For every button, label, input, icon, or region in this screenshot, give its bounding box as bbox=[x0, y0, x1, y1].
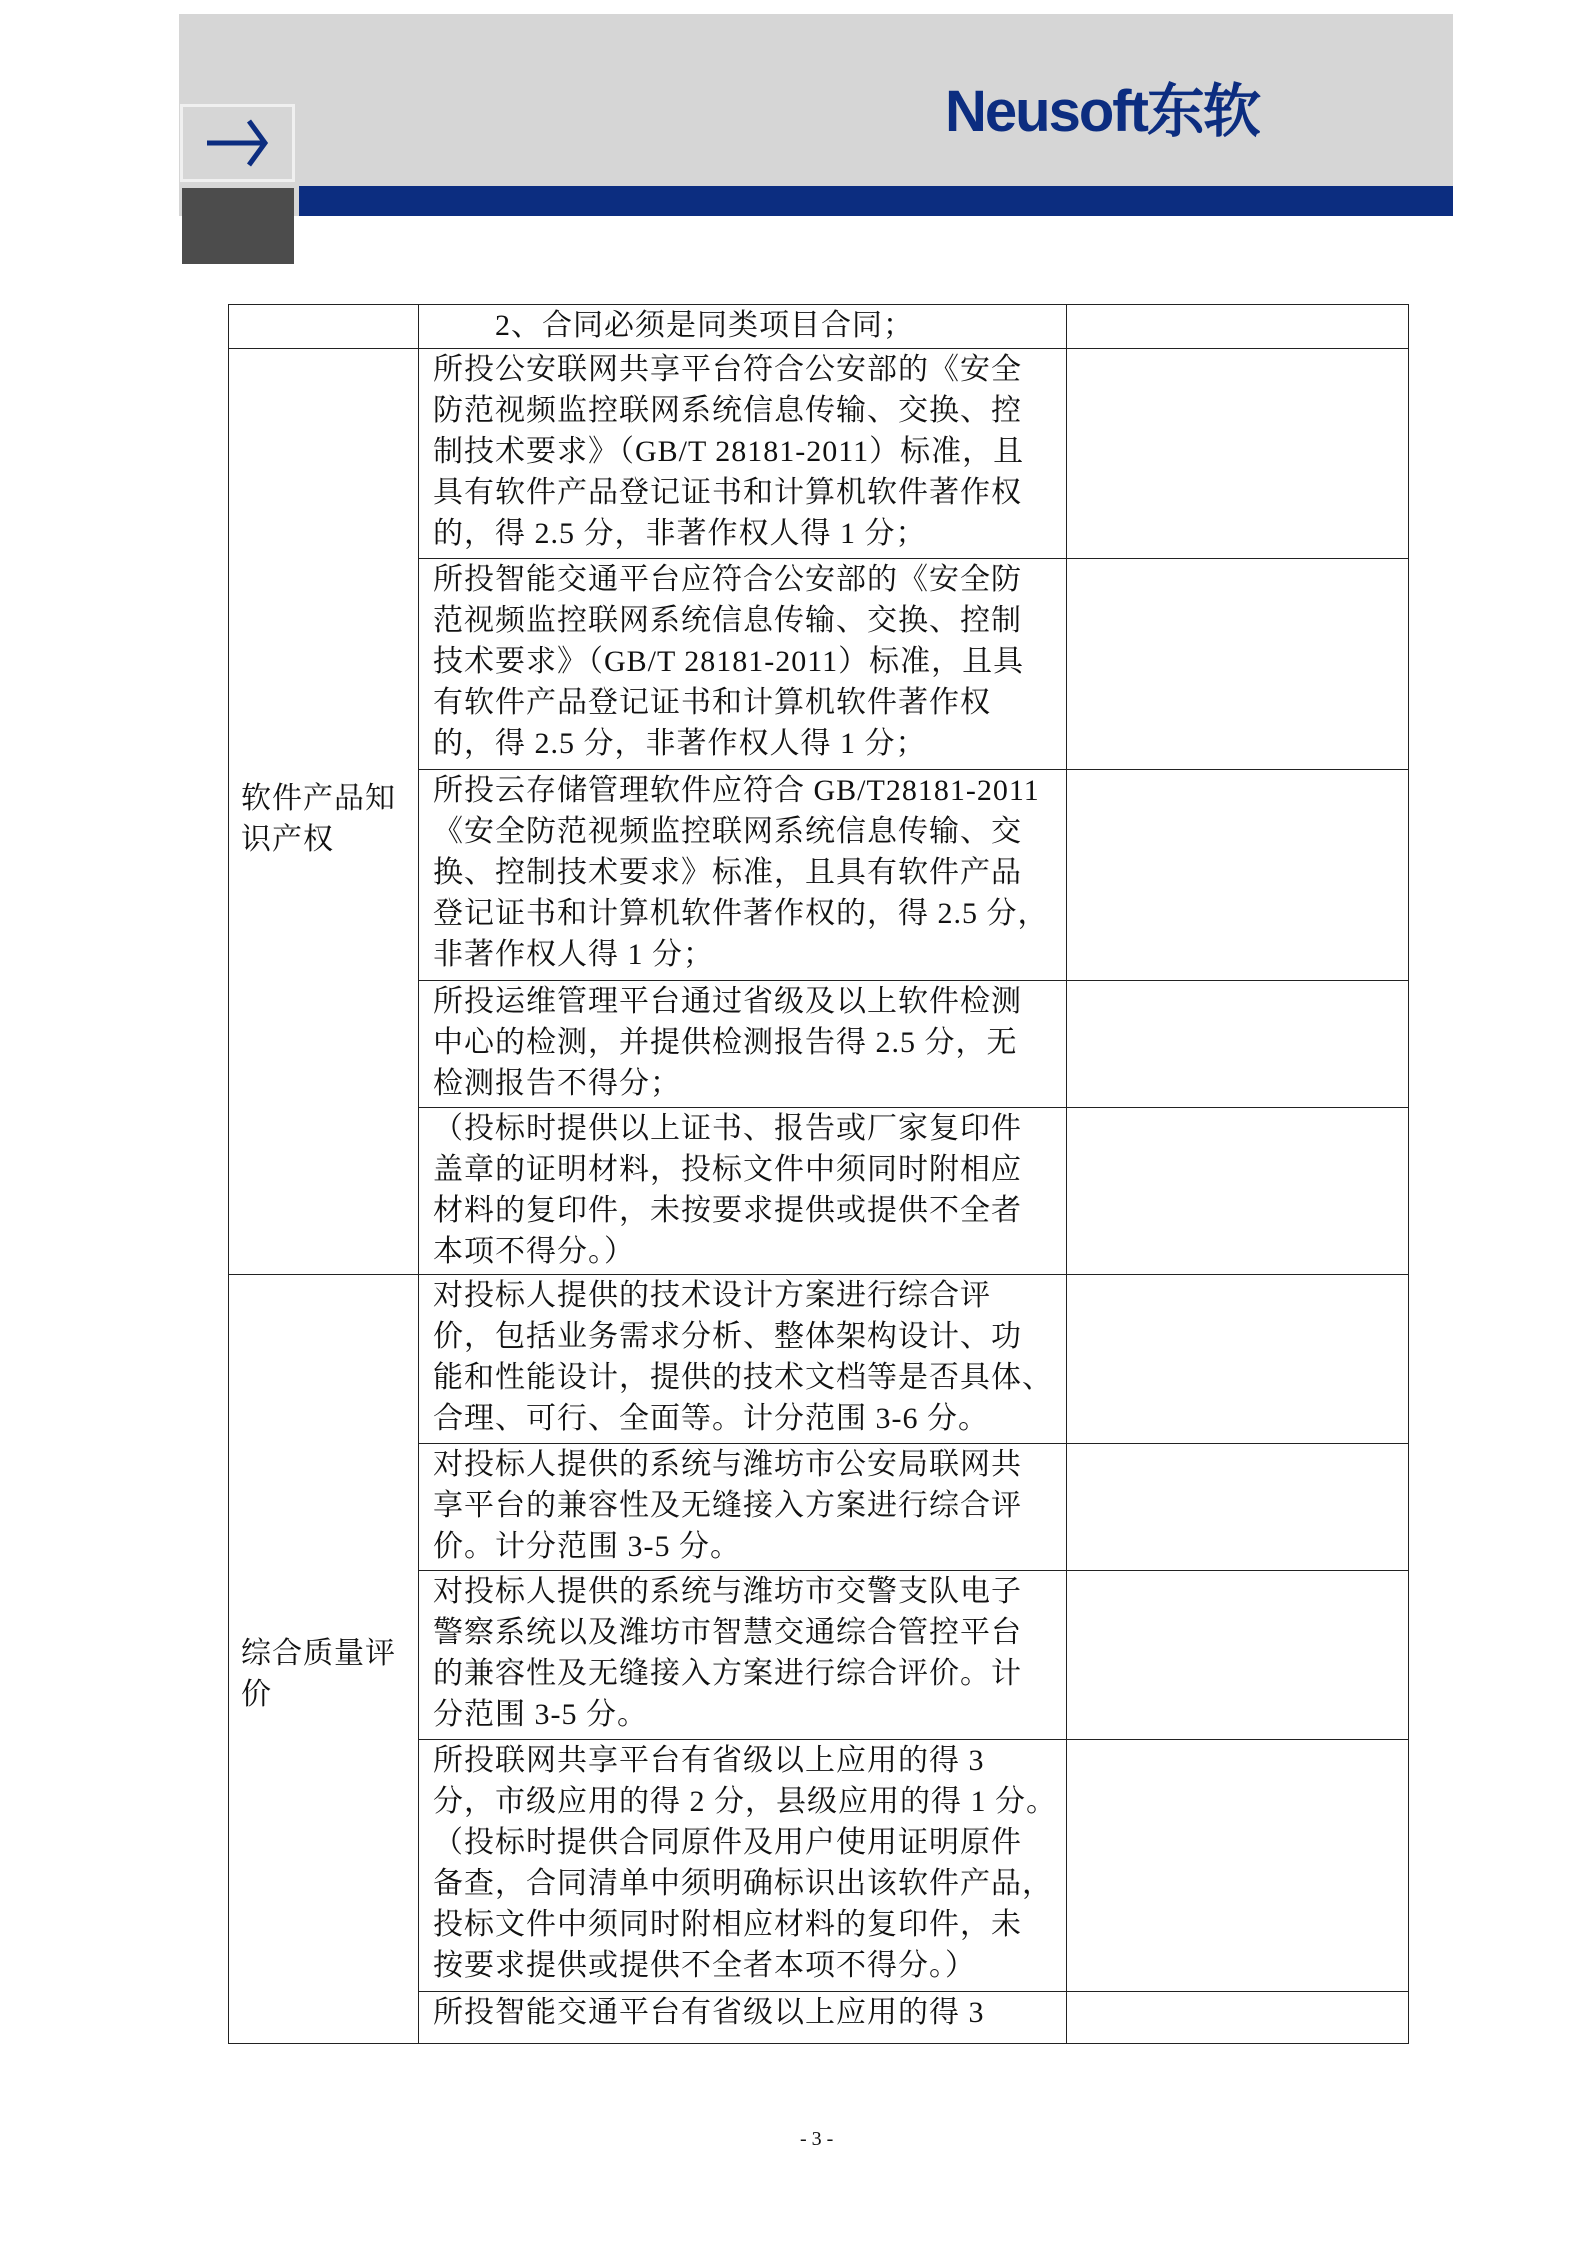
score-cell bbox=[1066, 1570, 1409, 1740]
score-cell bbox=[1066, 348, 1409, 559]
category-cell bbox=[228, 1274, 419, 2044]
neusoft-logo: Neusoft东软 bbox=[945, 79, 1259, 144]
criteria-cell: 所投联网共享平台有省级以上应用的得 3 分，市级应用的得 2 分，县级应用的得 1 分。 （投标时提供合同原件及用户使用证明原件 备查，合同清单中须明确标识出该软件产品， 投标文件中须同时附相应材料的复印件，未 按要求提供或提供不全者本项不得分。） bbox=[418, 1739, 1067, 1992]
criteria-cell: （投标时提供以上证书、报告或厂家复印件 盖章的证明材料，投标文件中须同时附相应 材料的复印件，未按要求提供或提供不全者 本项不得分。） bbox=[418, 1107, 1067, 1275]
criteria-cell: 对投标人提供的系统与潍坊市公安局联网共 享平台的兼容性及无缝接入方案进行综合评 价。计分范围 3-5 分。 bbox=[418, 1443, 1067, 1571]
score-cell bbox=[1066, 980, 1409, 1108]
page-number: - 3 - bbox=[800, 2128, 834, 2150]
criteria-cell: 所投公安联网共享平台符合公安部的《安全 防范视频监控联网系统信息传输、交换、控 制技术要求》（GB/T 28181-2011）标准，且 具有软件产品登记证书和计算机软件著作权 的，得 2.5 分，非著作权人得 1 分； bbox=[418, 348, 1067, 559]
score-cell bbox=[1066, 1107, 1409, 1275]
score-cell bbox=[1066, 1274, 1409, 1444]
score-cell bbox=[1066, 558, 1409, 770]
category-label: 综合质量评 价 bbox=[241, 1637, 396, 1711]
arrow-box bbox=[180, 104, 295, 182]
score-cell bbox=[1066, 1991, 1409, 2044]
arrow-right-icon bbox=[183, 107, 293, 179]
score-cell bbox=[1066, 1739, 1409, 1992]
header-dark-block bbox=[182, 188, 294, 264]
criteria-cell: 所投智能交通平台有省级以上应用的得 3 bbox=[418, 1991, 1067, 2044]
category-label: 软件产品知 识产权 bbox=[241, 781, 396, 856]
criteria-cell: 所投运维管理平台通过省级及以上软件检测 中心的检测，并提供检测报告得 2.5 分，无 检测报告不得分； bbox=[418, 980, 1067, 1108]
criteria-cell: 所投智能交通平台应符合公安部的《安全防 范视频监控联网系统信息传输、交换、控制 技术要求》（GB/T 28181-2011）标准，且具 有软件产品登记证书和计算机软件著作权 的，得 2.5 分，非著作权人得 1 分； bbox=[418, 558, 1067, 770]
category-cell-empty bbox=[228, 304, 419, 349]
score-cell bbox=[1066, 1443, 1409, 1571]
criteria-cell: 对投标人提供的技术设计方案进行综合评 价，包括业务需求分析、整体架构设计、功 能和性能设计，提供的技术文档等是否具体、 合理、可行、全面等。计分范围 3-6 分。 bbox=[418, 1274, 1067, 1444]
criteria-cell: 对投标人提供的系统与潍坊市交警支队电子 警察系统以及潍坊市智慧交通综合管控平台 的兼容性及无缝接入方案进行综合评价。计 分范围 3-5 分。 bbox=[418, 1570, 1067, 1740]
score-cell bbox=[1066, 769, 1409, 981]
criteria-cell: 所投云存储管理软件应符合 GB/T28181-2011 《安全防范视频监控联网系统信息传输、交 换、控制技术要求》标准，且具有软件产品 登记证书和计算机软件著作权的，得 2.5 分， 非著作权人得 1 分； bbox=[418, 769, 1067, 981]
score-cell bbox=[1066, 304, 1409, 349]
category-cell bbox=[228, 348, 419, 1275]
header-blue-bar bbox=[299, 186, 1453, 216]
criteria-cell: 2、合同必须是同类项目合同； bbox=[418, 304, 1067, 349]
